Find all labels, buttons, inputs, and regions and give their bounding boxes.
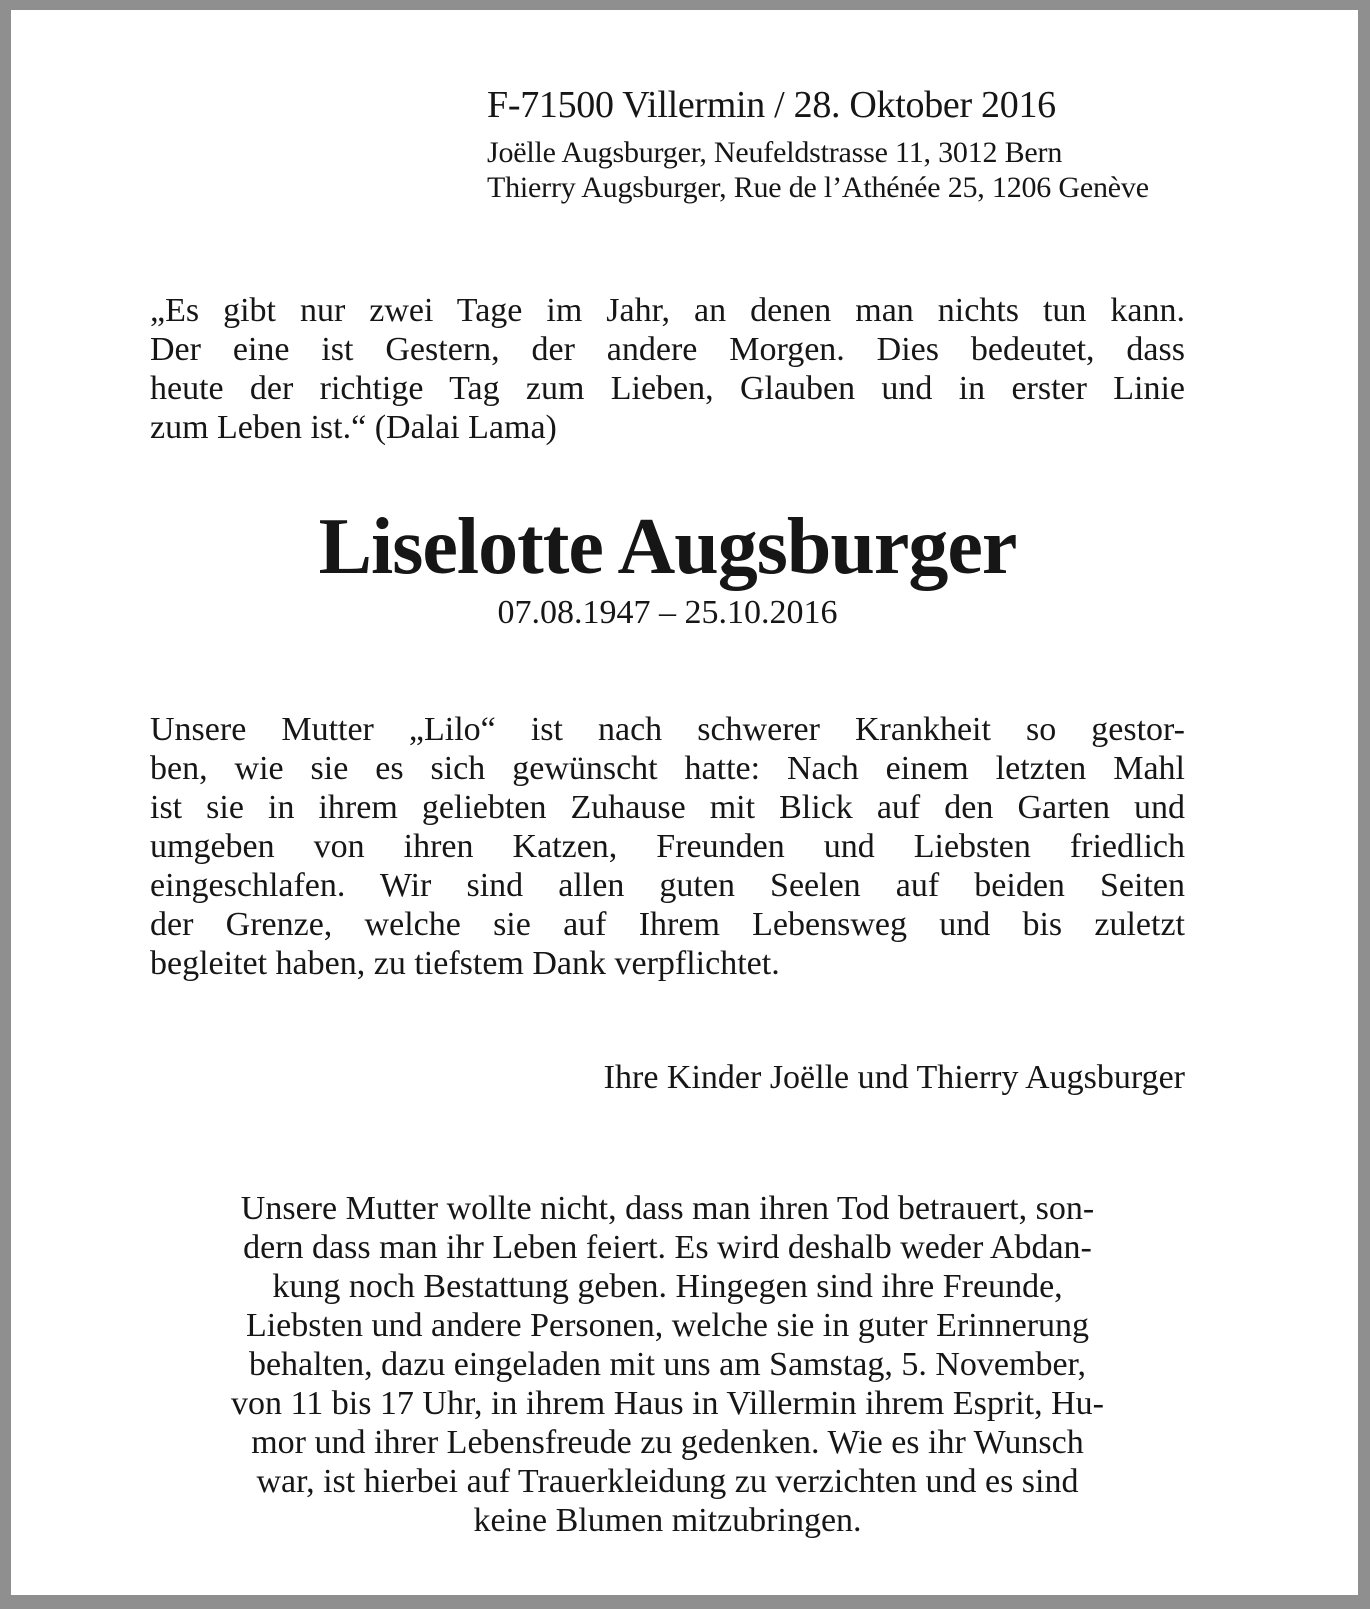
text-line: Joëlle Augsburger, Neufeldstrasse 11, 3012 Bern bbox=[487, 136, 1063, 169]
obituary-paragraph bbox=[150, 710, 1185, 983]
obituary-paper bbox=[11, 10, 1358, 1595]
text-line: mor und ihrer Lebensfreude zu gedenken. Wie es ihr Wunsch bbox=[251, 1424, 1084, 1461]
text-line: Unsere Mutter wollte nicht, dass man ihren Tod betrauert, son- bbox=[240, 1190, 1095, 1227]
text-line: heute der richtige Tag zum Lieben, Glauben und in erster Linie bbox=[150, 370, 1185, 407]
text-line: zum Leben ist.“ (Dalai Lama) bbox=[150, 409, 557, 446]
obituary-content bbox=[150, 10, 1185, 1540]
header-block bbox=[487, 10, 1185, 205]
text-line: „Es gibt nur zwei Tage im Jahr, an denen man nichts tun kann. bbox=[150, 292, 1185, 329]
text-line: begleitet haben, zu tiefstem Dank verpflichtet. bbox=[150, 945, 780, 982]
text-line: behalten, dazu eingeladen mit uns am Samstag, 5. November, bbox=[248, 1346, 1087, 1383]
text-line: Der eine ist Gestern, der andere Morgen. Dies bedeutet, dass bbox=[150, 331, 1185, 368]
text-line: Unsere Mutter „Lilo“ ist nach schwerer Krankheit so gestor- bbox=[150, 711, 1185, 748]
text-line: Liebsten und andere Personen, welche sie in guter Erinnerung bbox=[245, 1307, 1090, 1344]
life-dates: 07.08.1947 – 25.10.2016 bbox=[497, 594, 838, 631]
deceased-name: Liselotte Augsburger bbox=[318, 503, 1017, 591]
text-line: ben, wie sie es sich gewünscht hatte: Nach einem letzten Mahl bbox=[150, 750, 1185, 787]
text-line: keine Blumen mitzubringen. bbox=[473, 1502, 862, 1539]
text-line: umgeben von ihren Katzen, Freunden und Liebsten friedlich bbox=[150, 828, 1185, 865]
dalai-lama-quote bbox=[150, 291, 1185, 447]
text-line: von 11 bis 17 Uhr, in ihrem Haus in Villermin ihrem Esprit, Hu- bbox=[231, 1385, 1104, 1422]
contact-address-lines bbox=[487, 135, 1185, 205]
text-line: eingeschlafen. Wir sind allen guten Seelen auf beiden Seiten bbox=[150, 867, 1185, 904]
memorial-notice-paragraph bbox=[150, 1189, 1185, 1540]
place-and-date-line: F-71500 Villermin / 28. Oktober 2016 bbox=[487, 84, 1056, 126]
children-signoff: Ihre Kinder Joëlle und Thierry Augsburger bbox=[603, 1059, 1185, 1096]
text-line: ist sie in ihrem geliebten Zuhause mit Blick auf den Garten und bbox=[150, 789, 1185, 826]
text-line: Thierry Augsburger, Rue de l’Athénée 25, 1206 Genève bbox=[487, 171, 1149, 204]
text-line: dern dass man ihr Leben feiert. Es wird deshalb weder Abdan- bbox=[243, 1229, 1092, 1266]
text-line: war, ist hierbei auf Trauerkleidung zu verzichten und es sind bbox=[256, 1463, 1079, 1500]
text-line: kung noch Bestattung geben. Hingegen sind ihre Freunde, bbox=[272, 1268, 1063, 1305]
text-line: der Grenze, welche sie auf Ihrem Lebensweg und bis zuletzt bbox=[150, 906, 1185, 943]
